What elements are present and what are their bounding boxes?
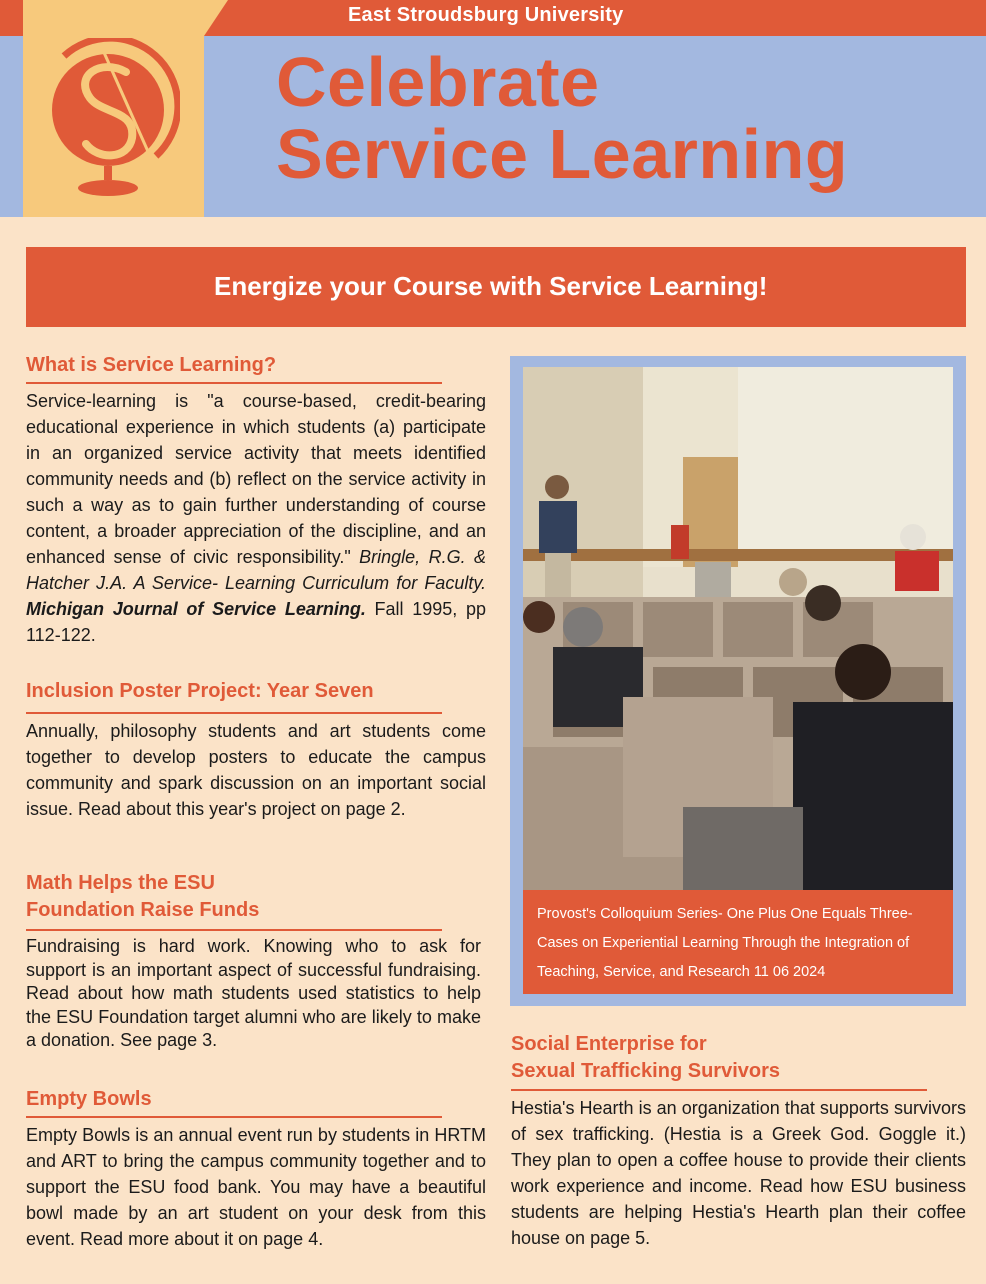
photo-caption: Provost's Colloquium Series- One Plus One Equals Three- Cases on Experiential Learning Through the Integration of Teaching, Service, and Research 11 06 2024 [537, 906, 913, 980]
heading-empty-bowls: Empty Bowls [26, 1088, 152, 1110]
citation-date: Fall 1995, pp 112-122. [26, 599, 486, 645]
heading-line: Social Enterprise for [511, 1033, 707, 1055]
heading-rule [511, 1089, 927, 1091]
definition-text: Service-learning is "a course-based, credit-bearing educational experience in which students (a) participate in an organized service activity that meets identified community needs and (b) reflect on the service activity in such a way as to gain further understanding of course content, a broader appreciation of the discipline, and an enhanced sense of civic responsibility." [26, 391, 486, 567]
heading-line: Foundation Raise Funds [26, 899, 260, 921]
inclusion-body: Annually, philosophy students and art students come together to develop posters to educate the campus community and spark discussion on an important social issue. Read about this year's project on page 2. [26, 721, 486, 819]
classroom-scene-image [523, 367, 953, 890]
title-line-2: Service Learning [276, 115, 849, 193]
heading-math-helps [26, 870, 259, 924]
citation-journal: Michigan Journal of Service Learning. [26, 599, 366, 619]
heading-rule [26, 712, 442, 714]
heading-rule [26, 382, 442, 384]
title-line-1: Celebrate [276, 43, 600, 121]
citation-authors: Bringle, R.G. & Hatcher J.A. A Service- Learning Curriculum for Faculty. [26, 547, 486, 593]
heading-social-enterprise [511, 1031, 780, 1085]
logo-tab-corner [204, 0, 228, 36]
headline-banner [26, 247, 966, 327]
photo-caption-box [523, 890, 953, 994]
math-body: Fundraising is hard work. Knowing who to ask for support is an important aspect of successful fundraising. Read about how math students used statistics to help the ESU Foundation target alumni who are likely to make a donation. See page 3. [26, 936, 481, 1050]
heading-what-is-service-learning: What is Service Learning? [26, 354, 277, 376]
empty-bowls-body: Empty Bowls is an annual event run by students in HRTM and ART to bring the campus community together and to support the ESU food bank. You may have a beautiful bowl made by an art student on your desk from this event. Read more about it on page 4. [26, 1125, 486, 1249]
banner-text: Energize your Course with Service Learning! [214, 271, 768, 301]
university-name: East Stroudsburg University [348, 4, 624, 26]
newsletter-title [276, 43, 849, 193]
heading-rule [26, 929, 442, 931]
heading-inclusion-poster: Inclusion Poster Project: Year Seven [26, 680, 374, 702]
social-enterprise-body: Hestia's Hearth is an organization that supports survivors of sex trafficking. (Hestia is a Greek God. Goggle it.) They plan to open a coffee house to provide their clients work experience and income. Read how ESU business students are helping Hestia's Hearth plan their coffee house on page 5. [511, 1098, 966, 1248]
esu-globe-logo-icon [40, 38, 180, 208]
colloquium-photo [523, 367, 953, 890]
heading-rule [26, 1116, 442, 1118]
what-is-body [26, 388, 486, 648]
heading-line: Math Helps the ESU [26, 872, 215, 894]
heading-line: Sexual Trafficking Survivors [511, 1060, 780, 1082]
